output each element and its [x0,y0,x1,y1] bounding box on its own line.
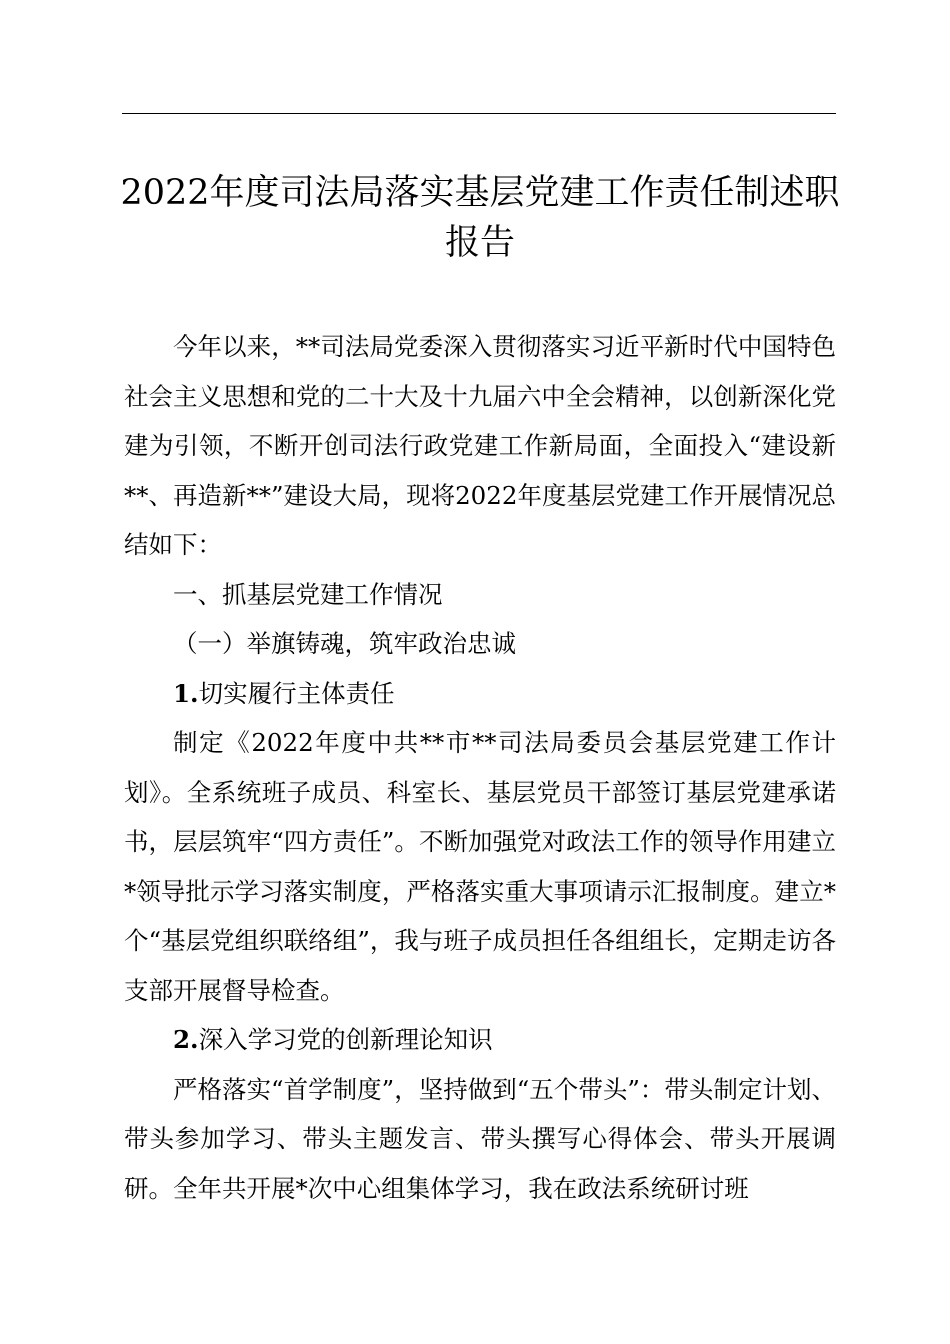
document-title [110,168,850,268]
item-paragraph-2: 严格落实“首学制度”，坚持做到“五个带头”：带头制定计划、带头参加学习、带头主题发言、带头撰写心得体会、带头开展调研。全年共开展*次中心组集体学习，我在政法系统研讨班 [124,1074,836,1203]
item-number-2: 2. [173,1025,199,1054]
section-heading-1: 一、抓基层党建工作情况 [173,579,443,609]
item-number-1: 1. [173,678,199,708]
title-line-2: 报告 [444,223,515,263]
intro-paragraph: 今年以来，**司法局党委深入贯彻落实习近平新时代中国特色社会主义思想和党的二十大及十九届六中全会精神，以创新深化党建为引领，不断开创司法行政党建工作新局面，全面投入“建设新**、再造新**”建设大局，现将2022年度基层党建工作开展情况总结如下： [124,332,836,559]
header-rule [122,113,836,114]
item-heading-1 [124,669,836,719]
subsection-heading-1: （一）举旗铸魂，筑牢政治忠诚 [173,629,516,658]
item-title-2: 深入学习党的创新理论知识 [198,1025,493,1054]
document-body [124,322,836,1213]
item-paragraph-1: 制定《2022年度中共**市**司法局委员会基层党建工作计划》。全系统班子成员、科室长、基层党员干部签订基层党建承诺书，层层筑牢“四方责任”。不断加强党对政法工作的领导作用建立*领导批示学习落实制度，严格落实重大事项请示汇报制度。建立*个“基层党组织联络组”，我与班子成员担任各组组长，定期走访各支部开展督导检查。 [124,728,836,1005]
item-heading-2 [124,1015,836,1065]
title-line-1: 2022年度司法局落实基层党建工作责任制述职 [120,173,840,213]
item-title-1: 切实履行主体责任 [198,678,395,708]
